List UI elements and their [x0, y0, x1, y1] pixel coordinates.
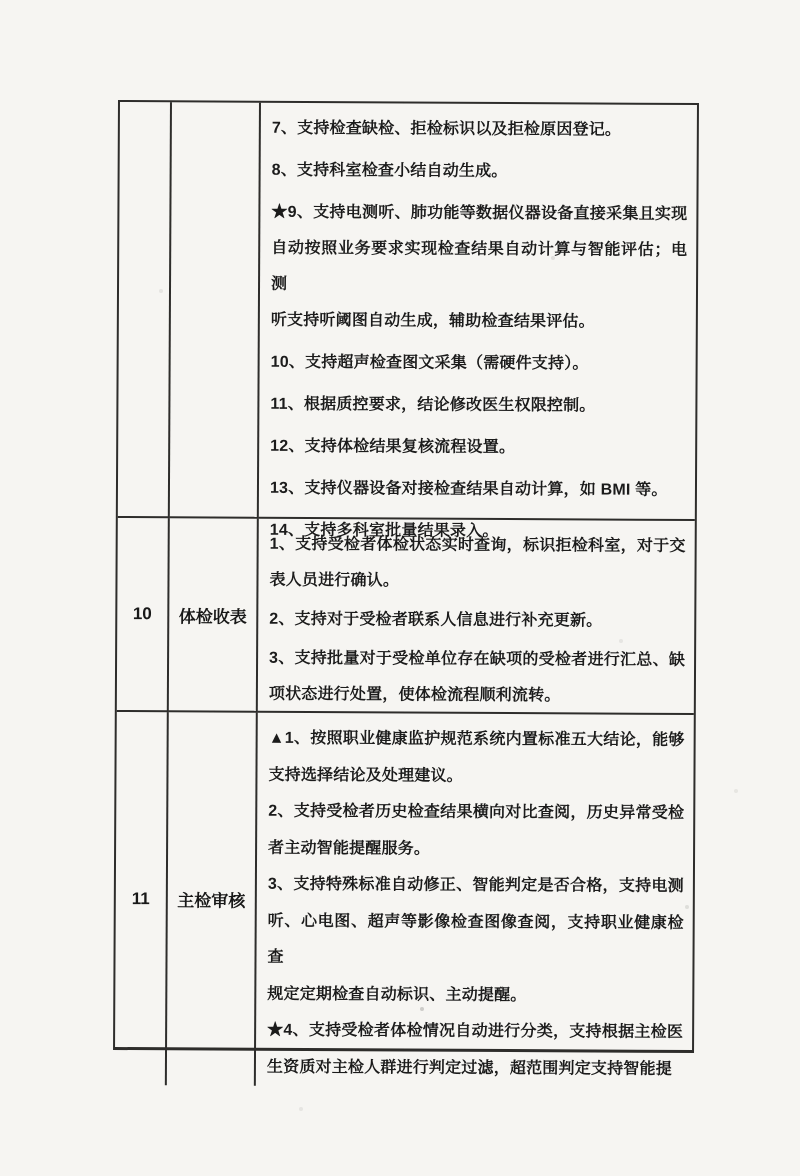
module-name-cell: 主检审核	[167, 712, 258, 1085]
row-number-cell: 10	[117, 518, 170, 712]
document-page	[113, 100, 699, 1078]
spec-line: 2、支持受检者历史检查结果横向对比查阅，历史异常受检	[268, 802, 685, 822]
spec-line: 8、支持科室检查小结自动生成。	[271, 161, 508, 181]
row-number-cell	[118, 102, 172, 518]
spec-line: 支持选择结论及处理建议。	[268, 766, 463, 785]
spec-line: 11、根据质控要求，结论修改医生权限控制。	[270, 395, 596, 415]
spec-line: 生资质对主检人群进行判定过滤，超范围判定支持智能提	[266, 1058, 672, 1078]
spec-item	[269, 641, 685, 715]
spec-line: 7、支持检查缺检、拒检标识以及拒检原因登记。	[271, 119, 622, 139]
spec-item	[271, 345, 687, 383]
spec-line: 14、支持多科室批量结果录入。	[269, 521, 499, 540]
feature-items-cell	[258, 519, 695, 715]
spec-line: 2、支持对于受检者联系人信息进行补充更新。	[269, 610, 603, 630]
module-name-cell: 体检收表	[169, 518, 259, 712]
spec-line: 12、支持体检结果复核流程设置。	[270, 437, 516, 457]
spec-item	[269, 527, 685, 601]
spec-line: 13、支持仪器设备对接检查结果自动计算，如 BMI 等。	[269, 479, 668, 499]
spec-line: 听、心电图、超声等影像检查图像查阅，支持职业健康检查	[267, 912, 684, 966]
spec-line: 项状态进行处置，使体检流程顺利流转。	[268, 685, 561, 705]
spec-line: 表人员进行确认。	[269, 571, 400, 590]
spec-line: 1、支持受检者体检状态实时查询，标识拒检科室，对于交	[269, 535, 686, 555]
row-number-cell: 11	[115, 712, 169, 1085]
spec-line: 规定定期检查自动标识、主动提醒。	[267, 985, 527, 1004]
scan-speckles	[0, 0, 2, 2]
spec-item	[272, 111, 688, 149]
spec-line: 3、支持特殊标准自动修正、智能判定是否合格，支持电测	[267, 875, 684, 895]
spec-line: 者主动智能提醒服务。	[268, 839, 431, 858]
requirements-table	[113, 100, 699, 1078]
spec-item	[271, 195, 688, 341]
spec-item	[270, 387, 686, 425]
spec-item	[268, 794, 684, 869]
spec-line: 自动按照业务要求实现检查结果自动计算与智能评估；电测	[270, 239, 688, 293]
spec-item	[269, 602, 685, 640]
spec-line: 10、支持超声检查图文采集（需硬件支持）。	[270, 353, 589, 373]
spec-item	[268, 721, 684, 796]
spec-item	[267, 1013, 683, 1088]
spec-item	[272, 153, 688, 191]
spec-line: ★9、支持电测听、肺功能等数据仪器设备直接采集且实现	[271, 203, 688, 223]
spec-item	[267, 867, 684, 1015]
spec-line: ▲1、按照职业健康监护规范系统内置标准五大结论，能够	[268, 729, 685, 749]
spec-line: 3、支持批量对于受检单位存在缺项的受检者进行汇总、缺	[269, 649, 686, 669]
spec-line: 听支持听阈图自动生成，辅助检查结果评估。	[270, 311, 595, 331]
spec-item	[270, 471, 686, 509]
feature-items-cell	[256, 713, 694, 1088]
spec-item	[270, 429, 686, 467]
module-name-cell	[170, 102, 261, 518]
feature-items-cell	[259, 103, 697, 540]
spec-line: ★4、支持受检者体检情况自动进行分类，支持根据主检医	[267, 1021, 684, 1041]
